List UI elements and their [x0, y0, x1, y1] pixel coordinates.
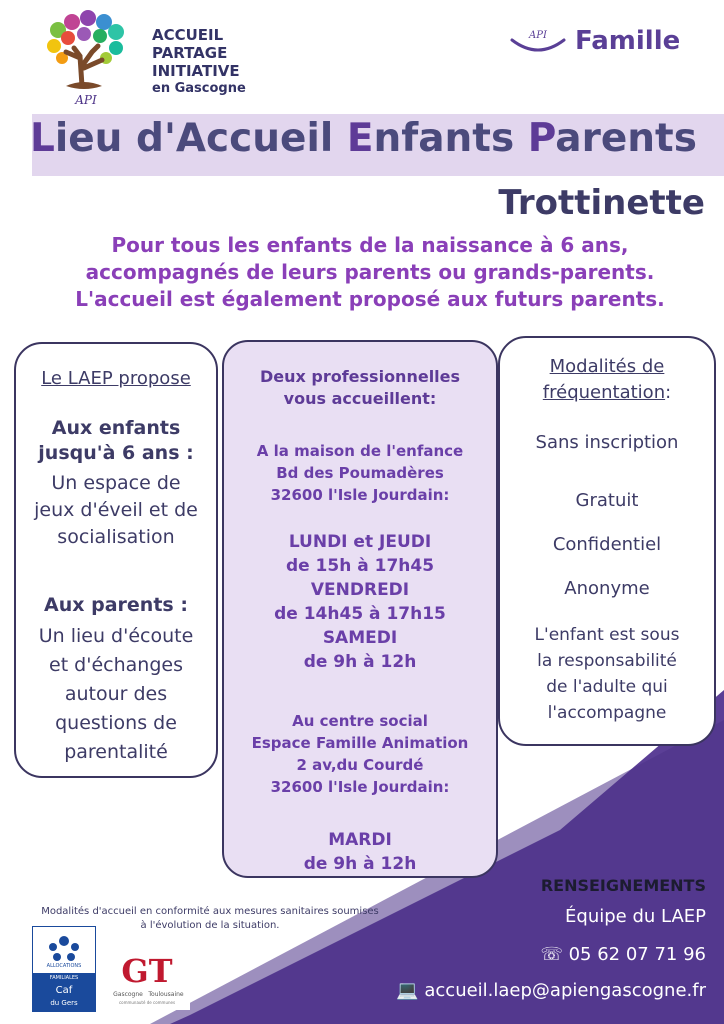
place-maison-enfance: A la maison de l'enfance Bd des Poumadères 32600 l'Isle Jourdain: [256, 442, 464, 504]
terms-item-confidentiel: Confidentiel [552, 534, 662, 555]
renseignements-heading: RENSEIGNEMENTS [540, 876, 706, 895]
svg-text:du Gers: du Gers [50, 999, 78, 1007]
api-logo-text: API [75, 93, 97, 107]
schedule-heading: Deux professionnelles vous accueillent: [259, 367, 461, 408]
kids-text: Un espace de jeux d'éveil et de socialisation [34, 472, 198, 548]
famille-logo-text: API [529, 30, 547, 41]
schedule-panel [222, 340, 498, 878]
laep-team-label: Équipe du LAEP [565, 906, 706, 927]
place-centre-social: Au centre social Espace Famille Animation 2 av,du Courdé 32600 l'Isle Jourdain: [251, 712, 469, 796]
intro-text: Pour tous les enfants de la naissance à 6 ans, accompagnés de leurs parents ou grands-parents. L'accueil est également proposé aux futurs parents. [75, 233, 665, 311]
organization-name [152, 26, 302, 98]
svg-text:Gascogne: Gascogne [113, 991, 143, 998]
terms-item-inscription: Sans inscription [535, 432, 679, 453]
laep-offer-heading: Le LAEP propose [41, 368, 191, 389]
svg-text:GT: GT [121, 952, 173, 990]
org-line-2: PARTAGE [152, 44, 228, 62]
org-line-4: en Gascogne [152, 81, 246, 96]
org-line-1: ACCUEIL [152, 26, 224, 44]
parents-title: Aux parents : [44, 594, 188, 616]
schedule-centre-social: MARDI de 9h à 12h [303, 830, 417, 874]
terms-note: L'enfant est sous la responsabilité de l'adulte qui l'accompagne [534, 625, 680, 723]
computer-icon: 💻 [396, 980, 425, 1001]
svg-text:Toulousaine: Toulousaine [148, 991, 184, 998]
laep-offer-panel [14, 342, 218, 778]
gascogne-toulousaine-logo [104, 946, 190, 1010]
svg-text:ALLOCATIONS: ALLOCATIONS [46, 963, 82, 969]
parents-text: Un lieu d'écoute et d'échanges autour des questions de parentalité [38, 625, 194, 763]
attendance-terms-panel [498, 336, 716, 746]
famille-label: Famille [575, 26, 681, 56]
caf-logo [32, 926, 96, 1012]
terms-item-anonyme: Anonyme [564, 578, 650, 599]
phone-icon: ☏ [540, 944, 569, 965]
schedule-maison-enfance: LUNDI et JEUDI de 15h à 17h45 VENDREDI de 14h45 à 17h15 SAMEDI de 9h à 12h [274, 532, 446, 672]
svg-text:Caf: Caf [55, 985, 73, 996]
sanitary-note: Modalités d'accueil en conformité aux mesures sanitaires soumises à l'évolution de la situation. [41, 906, 379, 931]
email-contact[interactable]: 💻 accueil.laep@apiengascogne.fr [396, 980, 706, 1001]
page-subtitle: Trottinette [498, 183, 705, 223]
kids-title: Aux enfants jusqu'à 6 ans : [38, 417, 194, 464]
page-title: Lieu d'Accueil Enfants Parents [30, 116, 697, 161]
svg-text:FAMILIALES: FAMILIALES [49, 975, 79, 981]
api-famille-smile-logo [508, 26, 568, 56]
svg-text:communauté de communes: communauté de communes [118, 1000, 176, 1005]
terms-heading: Modalités de fréquentation: [542, 356, 672, 403]
phone-contact[interactable]: ☏ 05 62 07 71 96 [540, 944, 706, 965]
org-line-3: INITIATIVE [152, 62, 240, 80]
api-tree-logo [36, 8, 136, 108]
terms-item-gratuit: Gratuit [575, 490, 639, 511]
